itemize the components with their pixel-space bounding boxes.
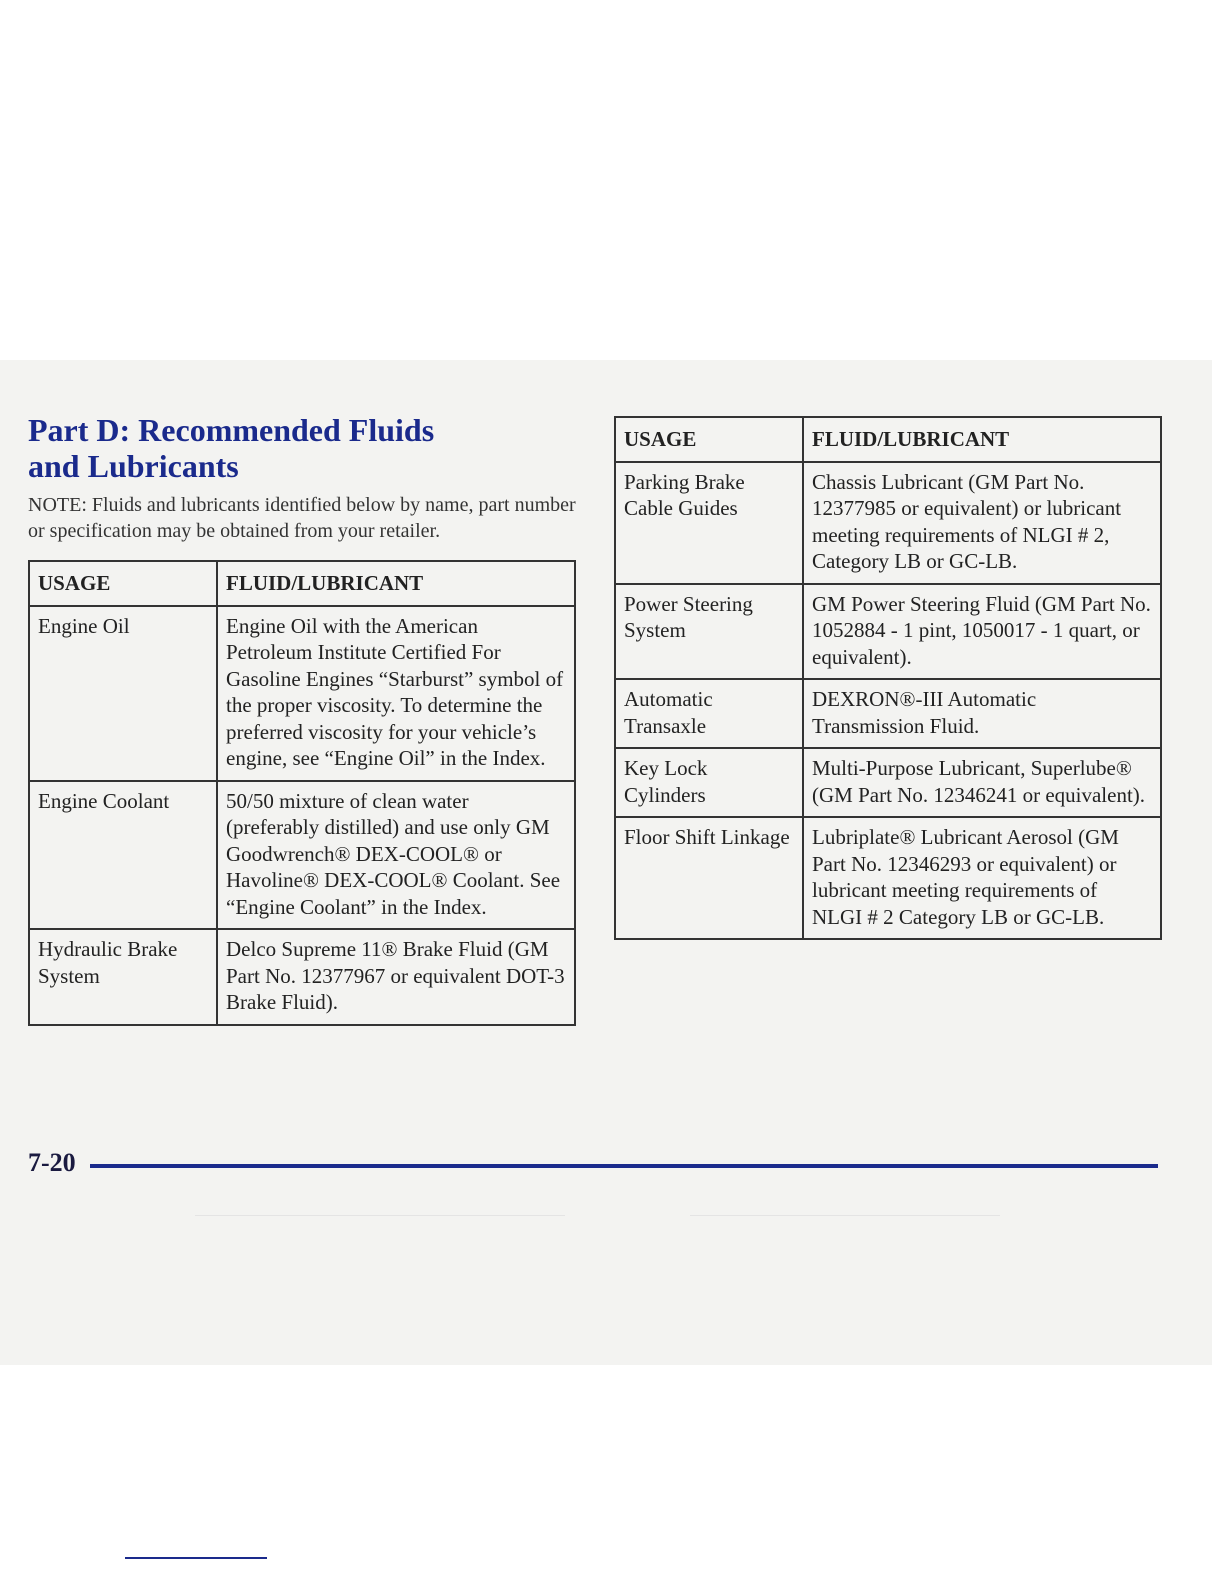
usage-cell: Hydraulic Brake System xyxy=(29,929,217,1025)
fluid-cell: Delco Supreme 11® Brake Fluid (GM Part No. 12377967 or equivalent DOT-3 Brake Fluid). xyxy=(217,929,575,1025)
table-row xyxy=(615,679,1161,748)
faint-divider xyxy=(195,1215,565,1216)
usage-cell: Engine Coolant xyxy=(29,781,217,930)
table-row xyxy=(615,748,1161,817)
table-row xyxy=(615,462,1161,584)
left-column xyxy=(28,412,576,1026)
section-note: NOTE: Fluids and lubricants identified below by name, part number or specification may be obtained from your retailer. xyxy=(28,494,576,542)
usage-cell: Engine Oil xyxy=(29,606,217,781)
fluid-cell: Engine Oil with the American Petroleum Institute Certified For Gasoline Engines “Starburst” symbol of the proper viscosity. To determine the preferred viscosity for your vehicle’s engine, see “Engine Oil” in the Index. xyxy=(217,606,575,781)
table-row xyxy=(29,781,575,930)
usage-header: USAGE xyxy=(29,561,217,606)
fluids-table-left xyxy=(28,560,576,1026)
table-row xyxy=(615,584,1161,680)
usage-header: USAGE xyxy=(615,417,803,462)
usage-cell: Floor Shift Linkage xyxy=(615,817,803,939)
table-row xyxy=(29,929,575,1025)
table-header-row xyxy=(615,417,1161,462)
table-header-row xyxy=(29,561,575,606)
usage-cell: Key Lock Cylinders xyxy=(615,748,803,817)
faint-divider xyxy=(690,1215,1000,1216)
usage-cell: Power Steering System xyxy=(615,584,803,680)
fluid-cell: 50/50 mixture of clean water (preferably distilled) and use only GM Goodwrench® DEX-COOL® or Havoline® DEX-COOL® Coolant. See “Engine Coolant” in the Index. xyxy=(217,781,575,930)
usage-cell: Automatic Transaxle xyxy=(615,679,803,748)
fluid-cell: Lubriplate® Lubricant Aerosol (GM Part No. 12346293 or equivalent) or lubricant meeting requirements of NLGI # 2 Category LB or GC-LB. xyxy=(803,817,1161,939)
fluid-cell: Chassis Lubricant (GM Part No. 12377985 or equivalent) or lubricant meeting requirements of NLGI # 2, Category LB or GC-LB. xyxy=(803,462,1161,584)
right-column xyxy=(614,416,1162,940)
bottom-mark xyxy=(125,1557,267,1559)
fluid-cell: Multi-Purpose Lubricant, Superlube® (GM Part No. 12346241 or equivalent). xyxy=(803,748,1161,817)
section-title-line1: Part D: Recommended Fluids xyxy=(28,412,435,448)
fluid-header: FLUID/LUBRICANT xyxy=(217,561,575,606)
footer-rule xyxy=(90,1164,1158,1168)
table-row xyxy=(29,606,575,781)
section-title xyxy=(28,412,576,484)
page-number: 7-20 xyxy=(28,1148,76,1177)
fluid-cell: GM Power Steering Fluid (GM Part No. 1052884 - 1 pint, 1050017 - 1 quart, or equivalent). xyxy=(803,584,1161,680)
fluid-header: FLUID/LUBRICANT xyxy=(803,417,1161,462)
fluids-table-right xyxy=(614,416,1162,940)
usage-cell: Parking Brake Cable Guides xyxy=(615,462,803,584)
section-title-line2: and Lubricants xyxy=(28,448,239,484)
table-row xyxy=(615,817,1161,939)
fluid-cell: DEXRON®-III Automatic Transmission Fluid. xyxy=(803,679,1161,748)
